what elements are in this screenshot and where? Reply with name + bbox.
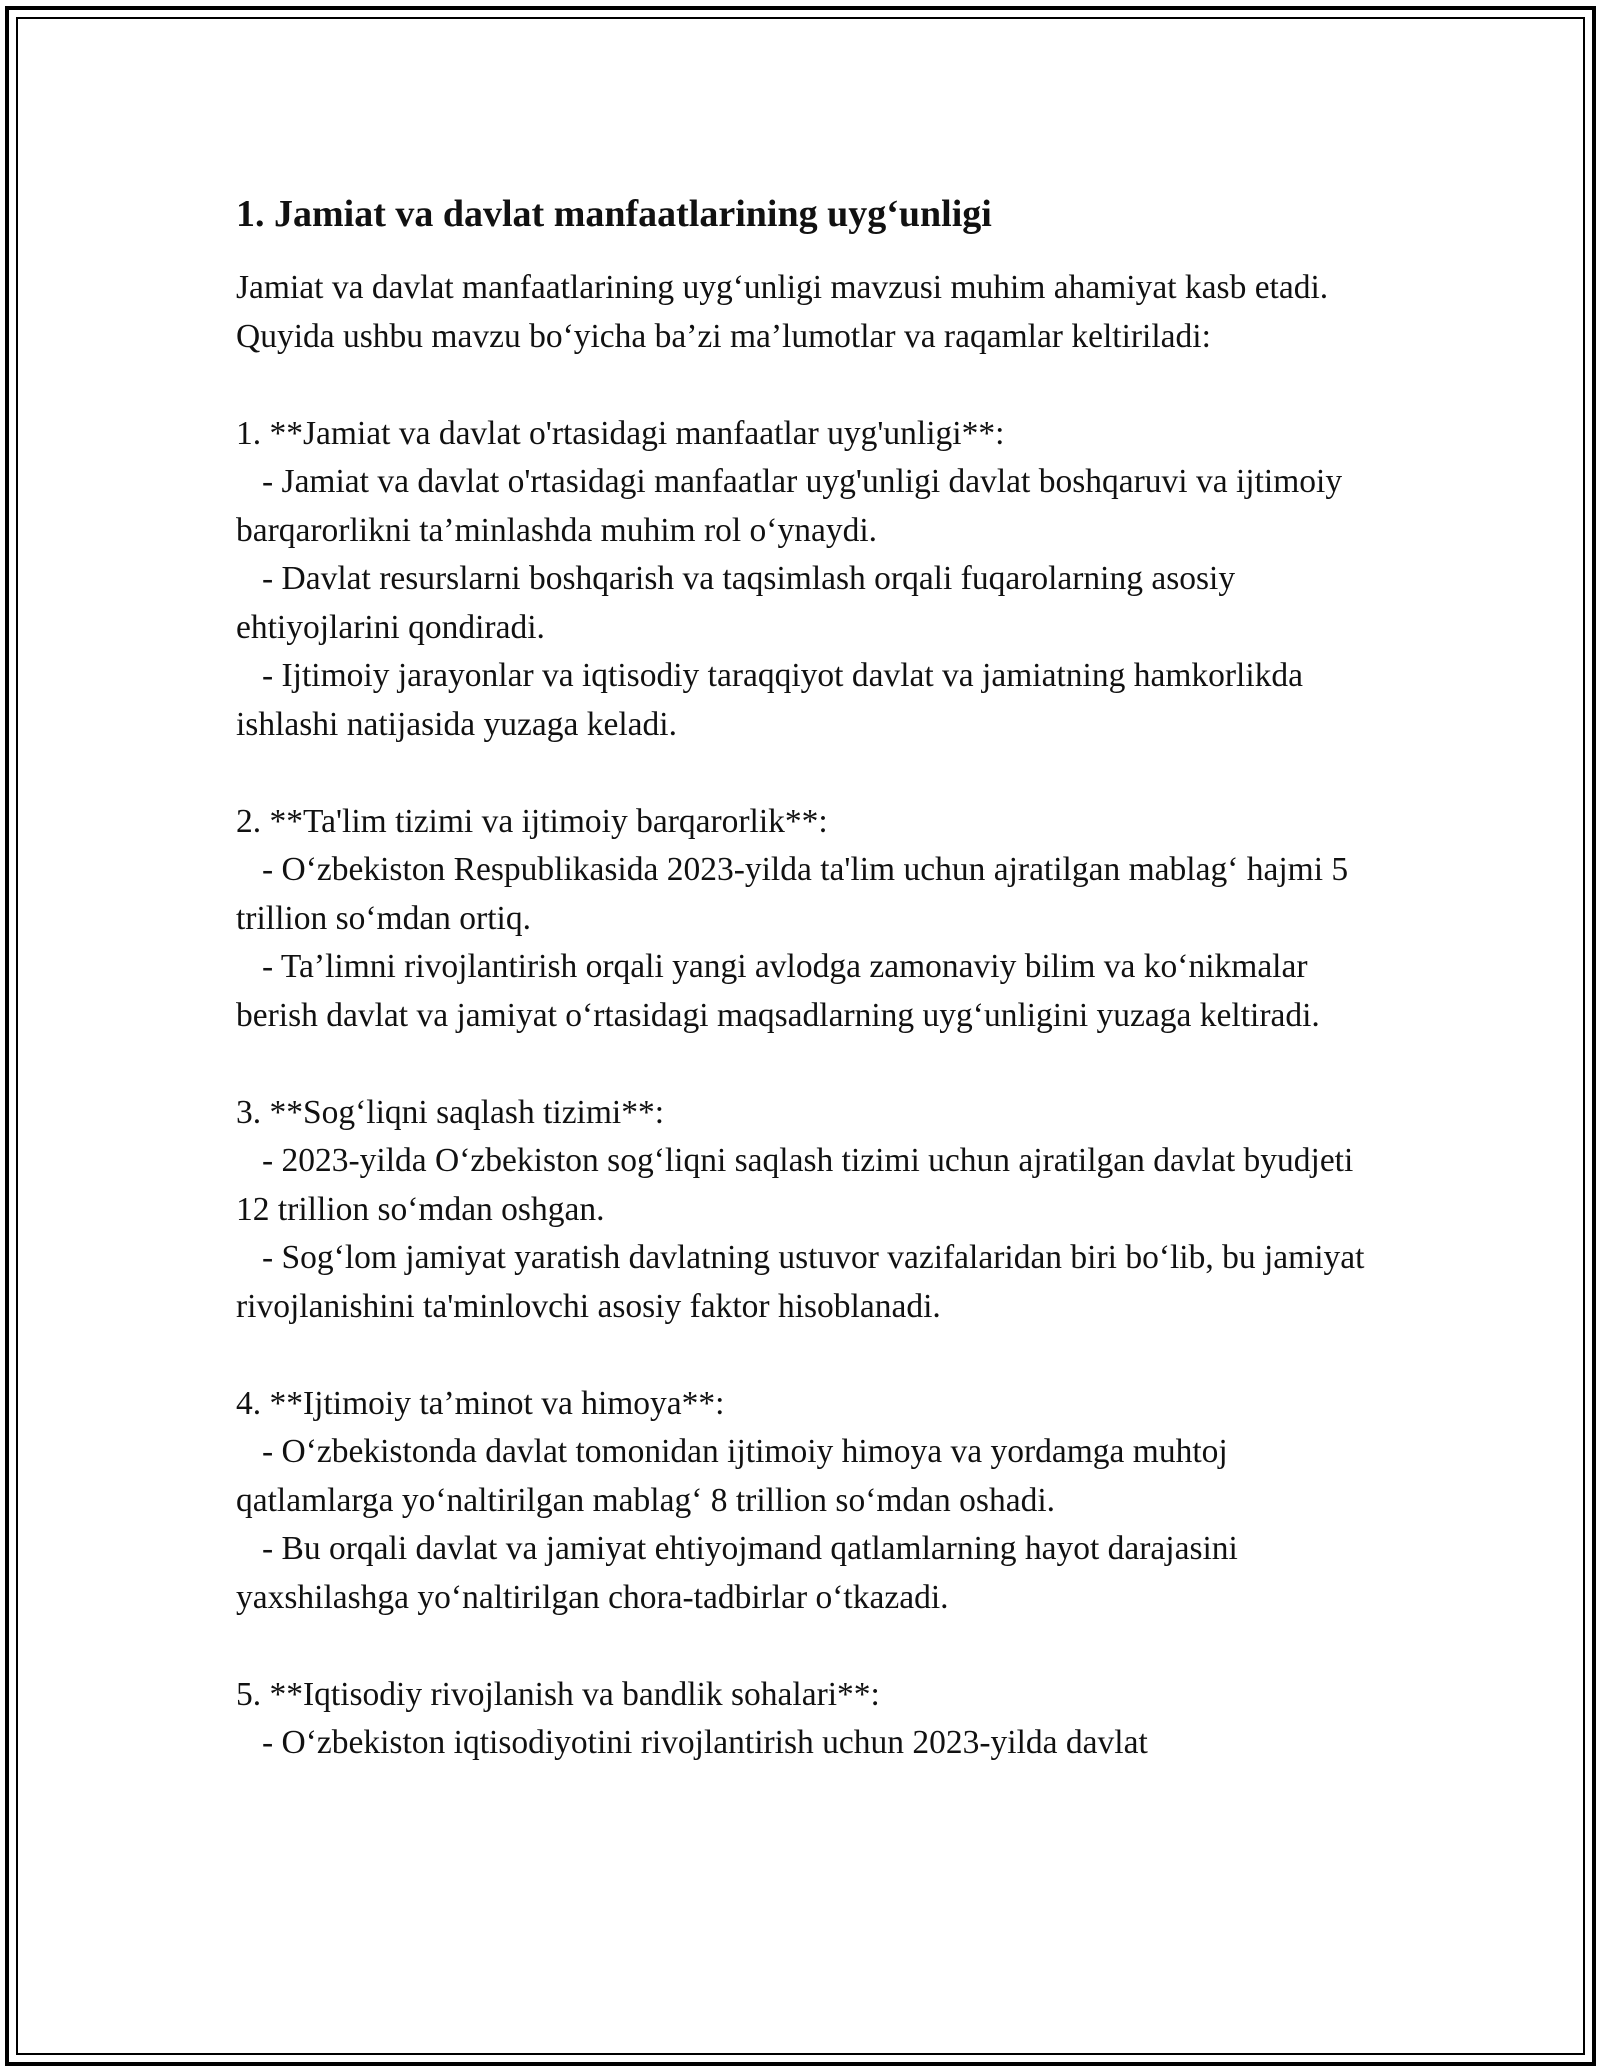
bullet-item: - Bu orqali davlat va jamiyat ehtiyojmand qatlamlarning hayot darajasini yaxshilashga yo‘naltirilgan chora-tadbirlar o‘tkazadi. bbox=[236, 1530, 1238, 1616]
section-heading: 2. **Ta'lim tizimi va ijtimoiy barqarorlik**: bbox=[236, 802, 828, 840]
bullet-item: - O‘zbekistonda davlat tomonidan ijtimoiy himoya va yordamga muhtoj qatlamlarga yo‘naltirilgan mablag‘ 8 trillion so‘mdan oshadi. bbox=[236, 1433, 1228, 1519]
bullet-item: - Ijtimoiy jarayonlar va iqtisodiy taraqqiyot davlat va jamiatning hamkorlikda ishlashi natijasida yuzaga keladi. bbox=[236, 657, 1304, 743]
bullet-item: - O‘zbekiston iqtisodiyotini rivojlantirish uchun 2023-yilda davlat bbox=[262, 1724, 1148, 1761]
bullet-item: - 2023-yilda O‘zbekiston sog‘liqni saqlash tizimi uchun ajratilgan davlat byudjeti 12 trillion so‘mdan oshgan. bbox=[236, 1142, 1354, 1228]
section-heading: 5. **Iqtisodiy rivojlanish va bandlik sohalari**: bbox=[236, 1675, 880, 1713]
intro-paragraph: Jamiat va davlat manfaatlarining uyg‘unligi mavzusi muhim ahamiyat kasb etadi. Quyida ushbu mavzu bo‘yicha ba’zi ma’lumotlar va raqamlar keltiriladi: bbox=[236, 269, 1329, 355]
bullet-item: - Ta’limni rivojlantirish orqali yangi avlodga zamonaviy bilim va ko‘nikmalar berish davlat va jamiyat o‘rtasidagi maqsadlarning uyg‘unligini yuzaga keltiradi. bbox=[236, 948, 1320, 1034]
section-3 bbox=[236, 1089, 1366, 1332]
section-2 bbox=[236, 798, 1366, 1041]
section-1 bbox=[236, 410, 1366, 750]
section-heading: 3. **Sog‘liqni saqlash tizimi**: bbox=[236, 1093, 665, 1131]
bullet-item: - Sog‘lom jamiyat yaratish davlatning ustuvor vazifalaridan biri bo‘lib, bu jamiyat rivojlanishini ta'minlovchi asosiy faktor hisoblanadi. bbox=[236, 1239, 1365, 1325]
document-title: 1. Jamiat va davlat manfaatlarining uyg‘unligi bbox=[236, 193, 992, 235]
bullet-item: - Jamiat va davlat o'rtasidagi manfaatlar uyg'unligi davlat boshqaruvi va ijtimoiy barqarorlikni ta’minlashda muhim rol o‘ynaydi. bbox=[236, 463, 1343, 549]
section-heading: 1. **Jamiat va davlat o'rtasidagi manfaatlar uyg'unligi**: bbox=[236, 414, 1005, 452]
section-4 bbox=[236, 1380, 1366, 1623]
bullet-item: - Davlat resurslarni boshqarish va taqsimlash orqali fuqarolarning asosiy ehtiyojlarini qondiradi. bbox=[236, 560, 1236, 646]
section-heading: 4. **Ijtimoiy ta’minot va himoya**: bbox=[236, 1384, 725, 1422]
bullet-item: - O‘zbekiston Respublikasida 2023-yilda ta'lim uchun ajratilgan mablag‘ hajmi 5 trillion so‘mdan ortiq. bbox=[236, 851, 1349, 937]
section-5 bbox=[236, 1671, 1366, 1768]
document-body bbox=[236, 190, 1366, 1768]
